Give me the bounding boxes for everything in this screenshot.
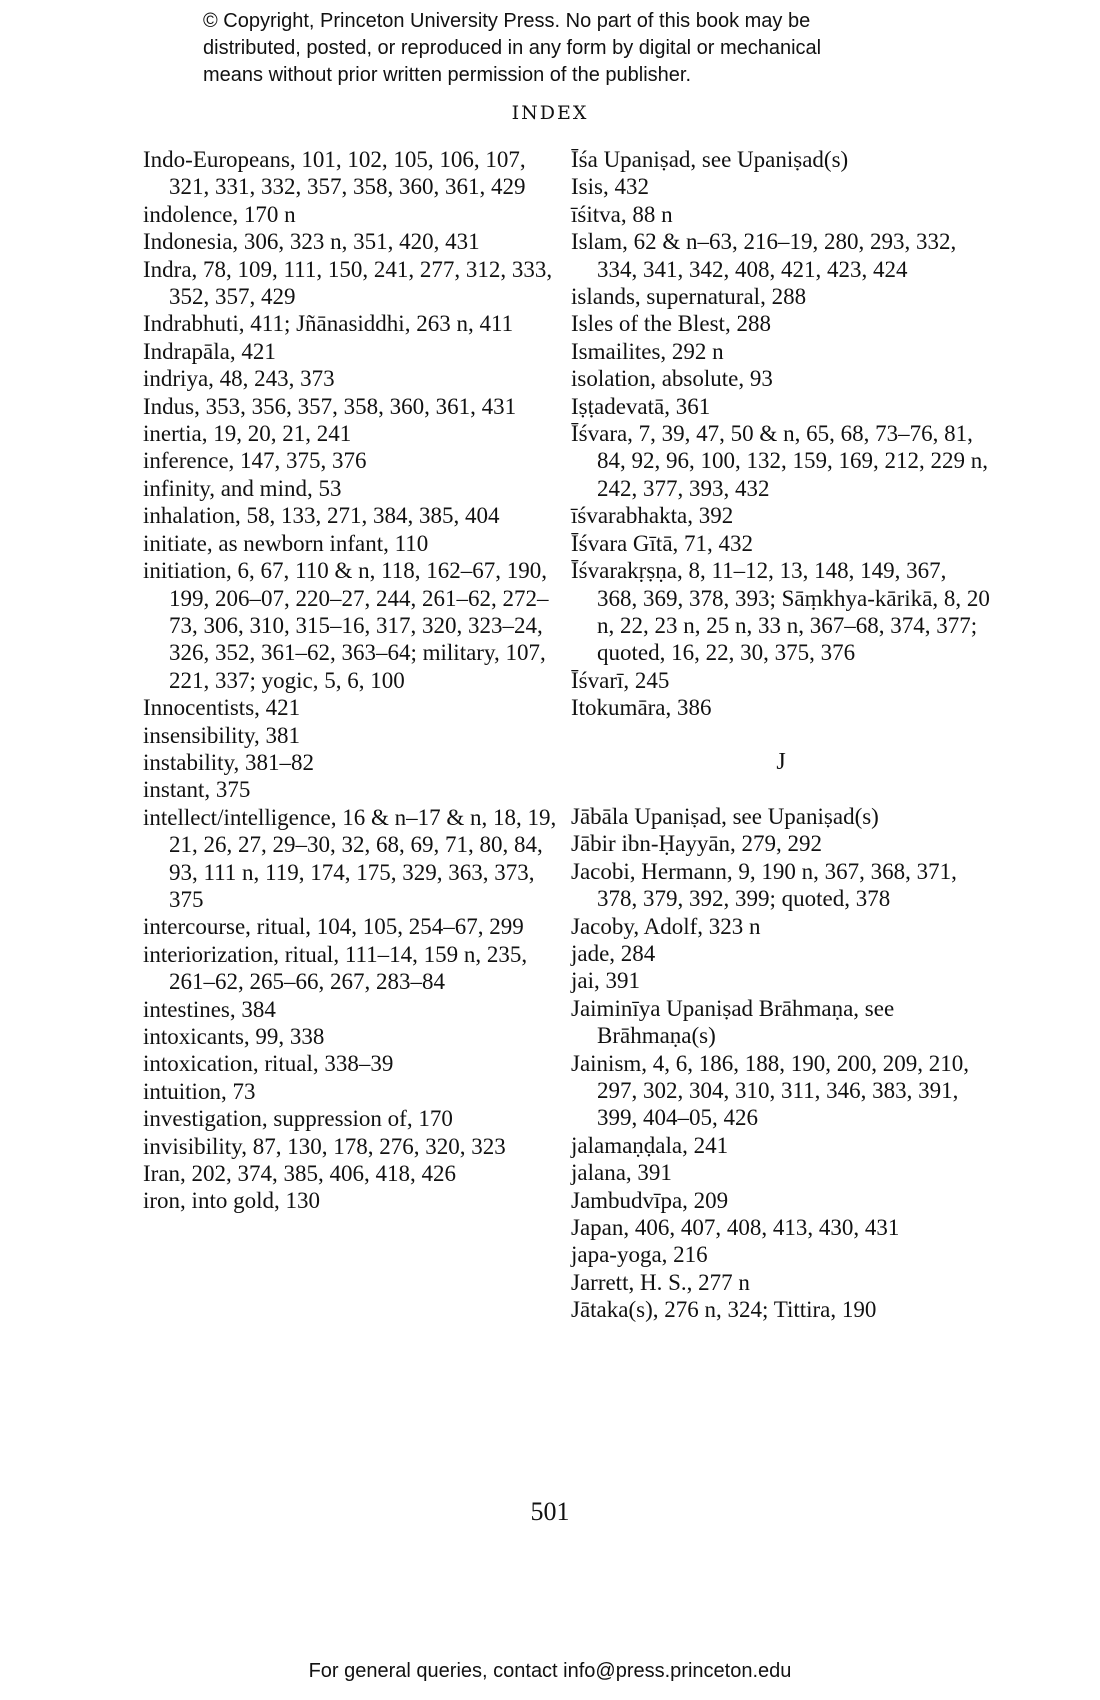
index-entry: īśitva, 88 n: [571, 201, 673, 227]
index-entry: intoxication, ritual, 338–39: [143, 1051, 394, 1077]
section-letter: J: [776, 748, 786, 775]
index-entry: intestines, 384: [143, 996, 276, 1022]
index-entry: Īśvara, 7, 39, 47, 50 & n, 65, 68, 73–76, 81, 84, 92, 96, 100, 132, 159, 169, 212, 229 n, 242, 377, 393, 432: [571, 421, 988, 501]
page-number: 501: [530, 1497, 570, 1526]
index-entry: Īśvara Gītā, 71, 432: [571, 530, 754, 556]
index-entry: inference, 147, 375, 376: [143, 448, 367, 474]
index-entry: Japan, 406, 407, 408, 413, 430, 431: [571, 1215, 900, 1241]
index-entry: insensibility, 381: [143, 722, 300, 748]
index-entry: jai, 391: [571, 968, 640, 994]
index-entry: jalamaṇḍala, 241: [571, 1132, 729, 1158]
index-entry: initiate, as newborn infant, 110: [143, 530, 429, 556]
index-entry: Jainism, 4, 6, 186, 188, 190, 200, 209, 210, 297, 302, 304, 310, 311, 346, 383, 391, 399, 404–05, 426: [571, 1050, 970, 1131]
index-entry: intuition, 73: [143, 1078, 256, 1104]
index-entry: japa-yoga, 216: [571, 1242, 708, 1268]
index-entry: Islam, 62 & n–63, 216–19, 280, 293, 332, 334, 341, 342, 408, 421, 423, 424: [571, 229, 957, 282]
index-entry: Jātaka(s), 276 n, 324; Tittira, 190: [571, 1297, 877, 1323]
index-entry: Īśa Upaniṣad, see Upaniṣad(s): [571, 147, 849, 172]
index-entry: initiation, 6, 67, 110 & n, 118, 162–67, 190, 199, 206–07, 220–27, 244, 261–62, 272–73, 306, 310, 315–16, 317, 320, 323–24, 326, 352, 361–62, 363–64; military, 107, 221, 337; yogic, 5, 6, 100: [143, 558, 549, 693]
index-entry: inhalation, 58, 133, 271, 384, 385, 404: [143, 503, 500, 529]
index-entry: Jambudvīpa, 209: [571, 1187, 729, 1213]
index-entry: invisibility, 87, 130, 178, 276, 320, 323: [143, 1133, 506, 1159]
index-entry: jade, 284: [571, 940, 656, 966]
index-entry: indolence, 170 n: [143, 201, 296, 227]
index-entry: intercourse, ritual, 104, 105, 254–67, 299: [143, 914, 524, 940]
index-entry: Isles of the Blest, 288: [571, 311, 771, 337]
index-entry: infinity, and mind, 53: [143, 475, 342, 501]
index-entry: Itokumāra, 386: [571, 695, 712, 721]
copyright-line: means without prior written permission of the publisher.: [203, 64, 692, 86]
index-entry: Iran, 202, 374, 385, 406, 418, 426: [143, 1161, 457, 1187]
index-entry: isolation, absolute, 93: [571, 366, 773, 392]
index-entry: indriya, 48, 243, 373: [143, 366, 335, 392]
index-entry: islands, supernatural, 288: [571, 284, 807, 310]
copyright-notice: [203, 8, 963, 89]
index-entry: Jābāla Upaniṣad, see Upaniṣad(s): [571, 803, 879, 829]
copyright-line: © Copyright, Princeton University Press. No part of this book may be: [203, 10, 811, 32]
index-entry: īśvarabhakta, 392: [571, 503, 734, 529]
index-entry: Iṣṭadevatā, 361: [571, 393, 711, 419]
index-entry: Isis, 432: [571, 174, 649, 200]
index-entry: Innocentists, 421: [143, 695, 301, 721]
index-entry: instability, 381–82: [143, 749, 315, 775]
index-column-right: [571, 146, 991, 1324]
index-entry: iron, into gold, 130: [143, 1188, 320, 1214]
index-entry: Indra, 78, 109, 111, 150, 241, 277, 312, 333, 352, 357, 429: [143, 256, 553, 310]
index-entry: Jarrett, H. S., 277 n: [571, 1269, 750, 1295]
index-entry: investigation, suppression of, 170: [143, 1106, 453, 1132]
index-entry: inertia, 19, 20, 21, 241: [143, 421, 352, 447]
index-entry: Īśvarī, 245: [571, 667, 670, 693]
index-entry: Indrapāla, 421: [143, 338, 276, 364]
index-entry: Indonesia, 306, 323 n, 351, 420, 431: [143, 229, 480, 255]
index-entry: interiorization, ritual, 111–14, 159 n, 235, 261–62, 265–66, 267, 283–84: [143, 941, 528, 995]
index-entry: Jaiminīya Upaniṣad Brāhmaṇa, see Brāhmaṇa(s): [571, 995, 895, 1049]
index-entry: instant, 375: [143, 777, 251, 803]
index-entry: Ismailites, 292 n: [571, 338, 724, 364]
footer-contact: For general queries, contact info@press.princeton.edu: [308, 1660, 792, 1682]
copyright-line: distributed, posted, or reproduced in any form by digital or mechanical: [203, 37, 822, 59]
index-entry: intoxicants, 99, 338: [143, 1024, 325, 1049]
page-heading: INDEX: [511, 102, 589, 124]
index-entry: jalana, 391: [571, 1160, 672, 1186]
index-column-left: [143, 146, 563, 1215]
index-entry: Indus, 353, 356, 357, 358, 360, 361, 431: [143, 393, 517, 419]
index-entry: intellect/intelligence, 16 & n–17 & n, 18, 19, 21, 26, 27, 29–30, 32, 68, 69, 71, 80, 84, 93, 111 n, 119, 174, 175, 329, 363, 373, 375: [143, 804, 557, 912]
index-entry: Īśvarakṛṣṇa, 8, 11–12, 13, 148, 149, 367, 368, 369, 378, 393; Sāṃkhya-kārikā, 8, 20 n, 22, 23 n, 25 n, 33 n, 367–68, 374, 377; quoted, 16, 22, 30, 375, 376: [571, 558, 990, 666]
index-entry: Indrabhuti, 411; Jñānasiddhi, 263 n, 411: [143, 311, 514, 337]
index-entry: Jābir ibn-Ḥayyān, 279, 292: [571, 831, 823, 857]
index-entry: Jacoby, Adolf, 323 n: [571, 913, 761, 939]
index-entry: Jacobi, Hermann, 9, 190 n, 367, 368, 371, 378, 379, 392, 399; quoted, 378: [571, 858, 957, 912]
index-entry: Indo-Europeans, 101, 102, 105, 106, 107, 321, 331, 332, 357, 358, 360, 361, 429: [143, 147, 526, 200]
